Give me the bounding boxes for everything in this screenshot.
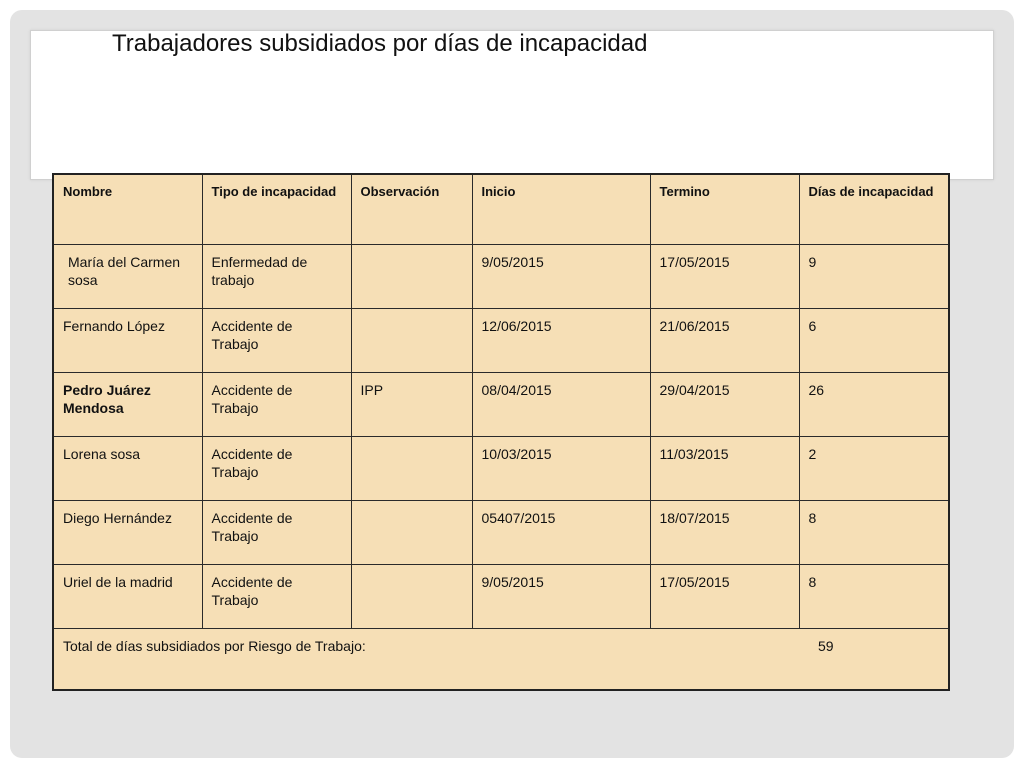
cell-dias: 6	[799, 308, 949, 372]
cell-nombre: Fernando López	[53, 308, 202, 372]
cell-inicio: 12/06/2015	[472, 308, 650, 372]
cell-termino: 18/07/2015	[650, 500, 799, 564]
cell-dias: 26	[799, 372, 949, 436]
table-row	[53, 564, 949, 628]
total-cell	[53, 628, 949, 690]
cell-tipo: Enfermedad de trabajo	[202, 244, 351, 308]
cell-inicio: 10/03/2015	[472, 436, 650, 500]
table-row	[53, 436, 949, 500]
cell-nombre: Diego Hernández	[53, 500, 202, 564]
cell-observacion	[351, 500, 472, 564]
table-row	[53, 372, 949, 436]
cell-tipo: Accidente de Trabajo	[202, 436, 351, 500]
cell-termino: 11/03/2015	[650, 436, 799, 500]
cell-nombre: Lorena sosa	[53, 436, 202, 500]
incapacity-table	[52, 173, 950, 691]
cell-dias: 2	[799, 436, 949, 500]
slide-title: Trabajadores subsidiados por días de incapacidad	[112, 30, 648, 57]
cell-inicio: 05407/2015	[472, 500, 650, 564]
cell-nombre: María del Carmen sosa	[53, 244, 202, 308]
cell-nombre: Pedro Juárez Mendosa	[53, 372, 202, 436]
table-row	[53, 500, 949, 564]
header-observacion: Observación	[351, 174, 472, 244]
header-nombre: Nombre	[53, 174, 202, 244]
cell-tipo: Accidente de Trabajo	[202, 500, 351, 564]
cell-tipo: Accidente de Trabajo	[202, 564, 351, 628]
header-termino: Termino	[650, 174, 799, 244]
table-header-row	[53, 174, 949, 244]
cell-observacion	[351, 244, 472, 308]
header-inicio: Inicio	[472, 174, 650, 244]
header-dias-de-incapacidad: Días de incapacidad	[799, 174, 949, 244]
cell-tipo: Accidente de Trabajo	[202, 308, 351, 372]
table-row	[53, 308, 949, 372]
cell-inicio: 08/04/2015	[472, 372, 650, 436]
cell-termino: 21/06/2015	[650, 308, 799, 372]
cell-dias: 8	[799, 500, 949, 564]
table-total-row	[53, 628, 949, 690]
cell-observacion	[351, 436, 472, 500]
cell-nombre: Uriel de la madrid	[53, 564, 202, 628]
cell-observacion	[351, 308, 472, 372]
cell-dias: 8	[799, 564, 949, 628]
total-label: Total de días subsidiados por Riesgo de Trabajo:	[63, 637, 366, 654]
cell-observacion	[351, 564, 472, 628]
cell-termino: 17/05/2015	[650, 244, 799, 308]
cell-termino: 29/04/2015	[650, 372, 799, 436]
cell-inicio: 9/05/2015	[472, 564, 650, 628]
header-tipo-de-incapacidad: Tipo de incapacidad	[202, 174, 351, 244]
total-value: 59	[818, 637, 834, 654]
cell-dias: 9	[799, 244, 949, 308]
cell-observacion: IPP	[351, 372, 472, 436]
table-row	[53, 244, 949, 308]
cell-termino: 17/05/2015	[650, 564, 799, 628]
cell-inicio: 9/05/2015	[472, 244, 650, 308]
cell-tipo: Accidente de Trabajo	[202, 372, 351, 436]
